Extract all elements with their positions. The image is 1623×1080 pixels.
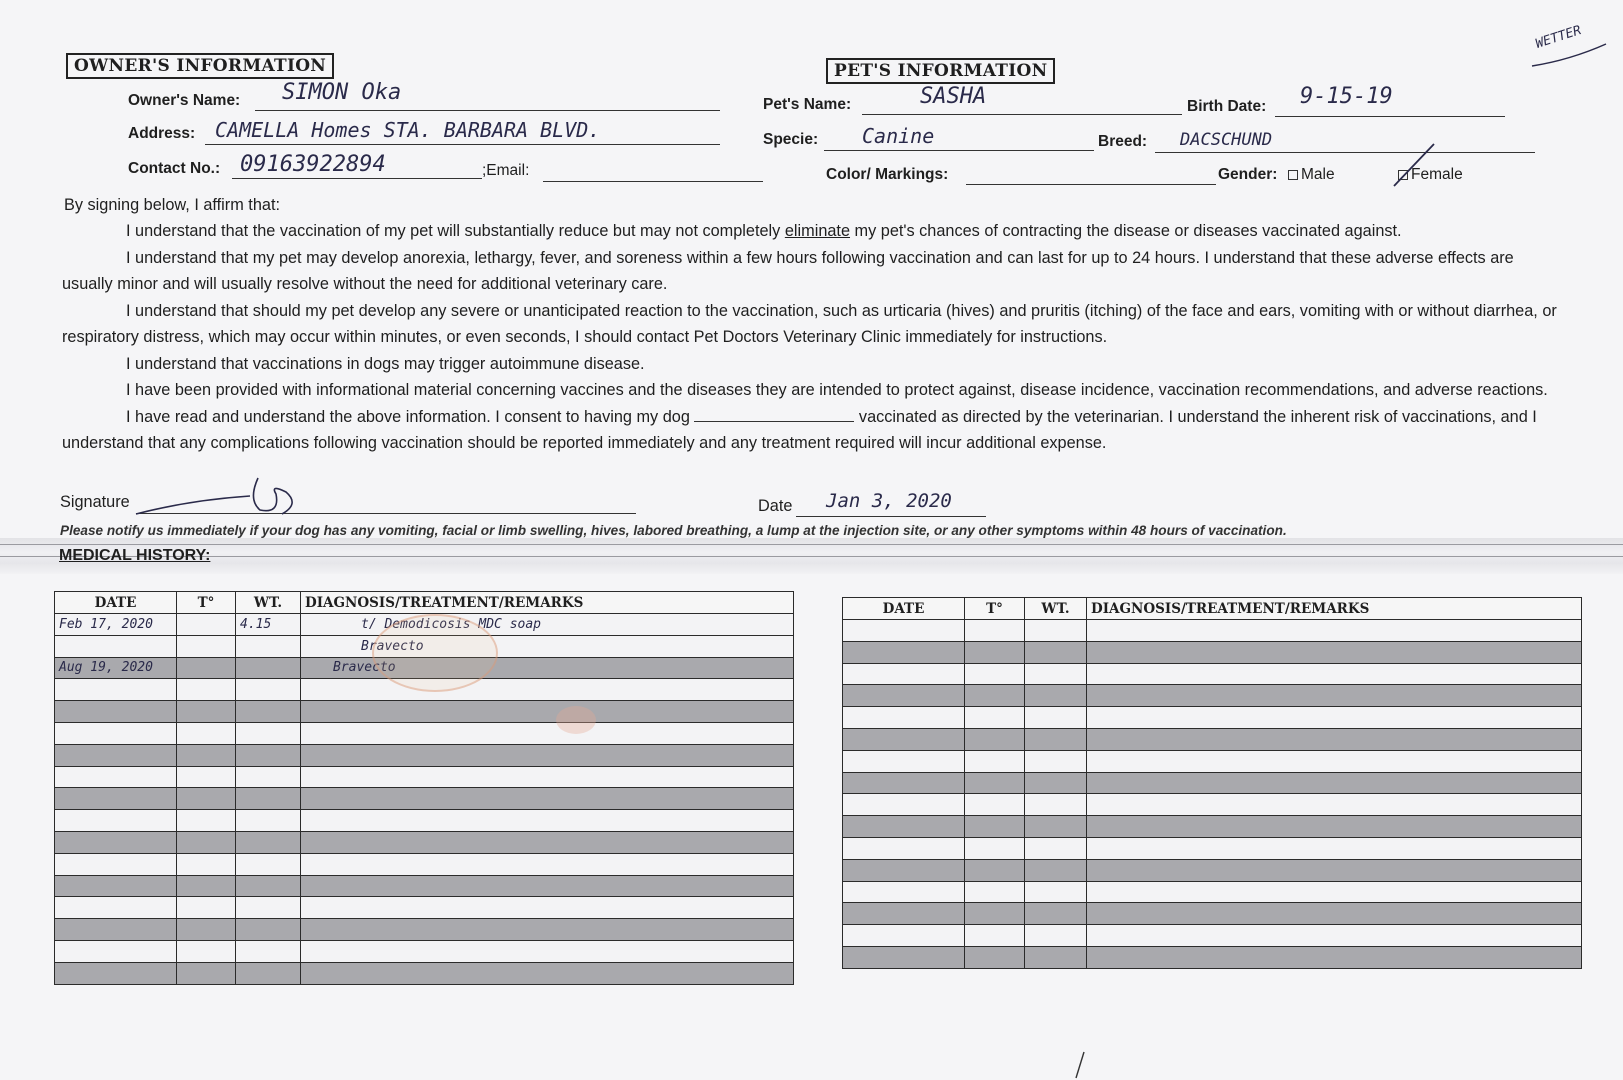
address-label: Address: [128, 125, 196, 142]
corner-note: WETTER [1533, 23, 1584, 52]
address-value[interactable]: CAMELLA Homes STA. BARBARA BLVD. [215, 118, 601, 142]
table-row: Bravecto [55, 635, 794, 657]
col-date: DATE [55, 592, 177, 614]
col-temp: T° [177, 592, 236, 614]
consent-body [62, 218, 1567, 457]
table-row [55, 701, 794, 723]
table-row [55, 766, 794, 788]
signature-mark[interactable] [130, 470, 320, 520]
col-weight: WT. [236, 592, 301, 614]
table-row [843, 772, 1582, 794]
consent-paragraph-3: I understand that should my pet develop any severe or unanticipated reaction to the vaccination, such as urticaria (hives) and pruritis (itching) of the face and ears, vomiting with or without diarrhea, or respiratory distress, which may occur within minutes, or even seconds, I should contact Pet Doctors Veterinary Clinic immediately for instructions. [62, 301, 1557, 346]
table-row [843, 707, 1582, 729]
specie-label: Specie: [763, 131, 819, 148]
table-row [55, 788, 794, 810]
table-row [843, 794, 1582, 816]
consent-paragraph-2: I understand that my pet may develop anorexia, lethargy, fever, and soreness within a few hours following vaccination and can last for up to 24 hours. I understand that these adverse effects are usually minor and will usually resolve without the need for additional veterinary care. [62, 248, 1514, 293]
dog-name-blank[interactable] [694, 421, 854, 422]
consent-paragraph-5: I have been provided with informational material concerning vaccines and the diseases they are intended to protect against, disease incidence, vaccination recommendations, and adverse reactions. [126, 381, 1548, 399]
owner-name-value[interactable]: SIMON Oka [282, 80, 402, 105]
contact-label: Contact No.: [128, 160, 221, 177]
consent-paragraph-6: I have read and understand the above information. I consent to having my dog vaccinated as directed by the veterinarian. I understand the inherent risk of vaccinations, and I understand that any complications following vaccination should be reported immediately and any treatment required will incur additional expense. [62, 407, 1537, 452]
pet-name-label: Pet's Name: [763, 96, 852, 113]
gender-label: Gender: [1218, 166, 1278, 183]
table-row [55, 853, 794, 875]
table-row [843, 881, 1582, 903]
table-row [55, 722, 794, 744]
medical-history-table-right [842, 597, 1582, 969]
consent-intro: By signing below, I affirm that: [64, 196, 280, 214]
email-label: ;Email: [482, 162, 530, 179]
consent-paragraph-1: I understand that the vaccination of my pet will substantially reduce but may not completely eliminate my pet's chances of contracting the disease or diseases vaccinated against. [126, 222, 1402, 240]
breed-label: Breed: [1098, 133, 1148, 150]
table-row: Aug 19, 2020 Bravecto [55, 657, 794, 679]
pen-mark [1070, 1050, 1090, 1080]
owner-info-heading: OWNER'S INFORMATION [66, 53, 334, 79]
table-row [843, 750, 1582, 772]
medical-history-heading: MEDICAL HISTORY: [59, 547, 211, 564]
date-value[interactable]: Jan 3, 2020 [826, 490, 952, 512]
pet-info-heading: PET'S INFORMATION [826, 58, 1055, 84]
table-row [843, 946, 1582, 968]
stain-mark [372, 614, 498, 692]
pet-name-value[interactable]: SASHA [920, 84, 987, 109]
owner-name-label: Owner's Name: [128, 92, 241, 109]
notify-notice: Please notify us immediately if your dog has any vomiting, facial or limb swelling, hives, labored breathing, a lump at the injection site, or any other symptoms within 48 hours of vaccination. [60, 523, 1287, 538]
col-remarks: DIAGNOSIS/TREATMENT/REMARKS [301, 592, 794, 614]
male-checkbox[interactable] [1288, 170, 1298, 180]
table-row [55, 940, 794, 962]
table-row [55, 831, 794, 853]
table-row [843, 620, 1582, 642]
table-row [843, 641, 1582, 663]
col-temp: T° [965, 598, 1025, 620]
table-row [843, 816, 1582, 838]
table-row [55, 962, 794, 984]
table-row [843, 728, 1582, 750]
color-markings-label: Color/ Markings: [826, 166, 949, 183]
date-label: Date [758, 497, 793, 515]
col-remarks: DIAGNOSIS/TREATMENT/REMARKS [1087, 598, 1582, 620]
contact-value[interactable]: 09163922894 [240, 152, 386, 177]
birth-date-label: Birth Date: [1187, 98, 1267, 115]
corner-underline [1530, 40, 1610, 70]
table-row [843, 663, 1582, 685]
table-row [843, 859, 1582, 881]
table-row [843, 925, 1582, 947]
table-row [843, 837, 1582, 859]
table-row [55, 744, 794, 766]
table-row [55, 919, 794, 941]
birth-date-value[interactable]: 9-15-19 [1300, 84, 1393, 109]
table-row [843, 903, 1582, 925]
specie-value[interactable]: Canine [862, 124, 935, 148]
table-row [843, 685, 1582, 707]
stain-mark-small [556, 706, 596, 734]
consent-paragraph-4: I understand that vaccinations in dogs may trigger autoimmune disease. [126, 354, 645, 373]
signature-label: Signature [60, 493, 130, 511]
gender-female-option[interactable]: Female [1398, 166, 1463, 184]
breed-value[interactable]: DACSCHUND [1180, 130, 1273, 150]
col-weight: WT. [1025, 598, 1087, 620]
female-check-mark [1390, 140, 1440, 190]
table-row [55, 875, 794, 897]
table-row: Feb 17, 2020 4.15 t/ Demodicosis MDC soap [55, 614, 794, 636]
gender-male-option[interactable]: Male [1288, 166, 1335, 184]
col-date: DATE [843, 598, 965, 620]
table-row [55, 810, 794, 832]
table-row [55, 897, 794, 919]
